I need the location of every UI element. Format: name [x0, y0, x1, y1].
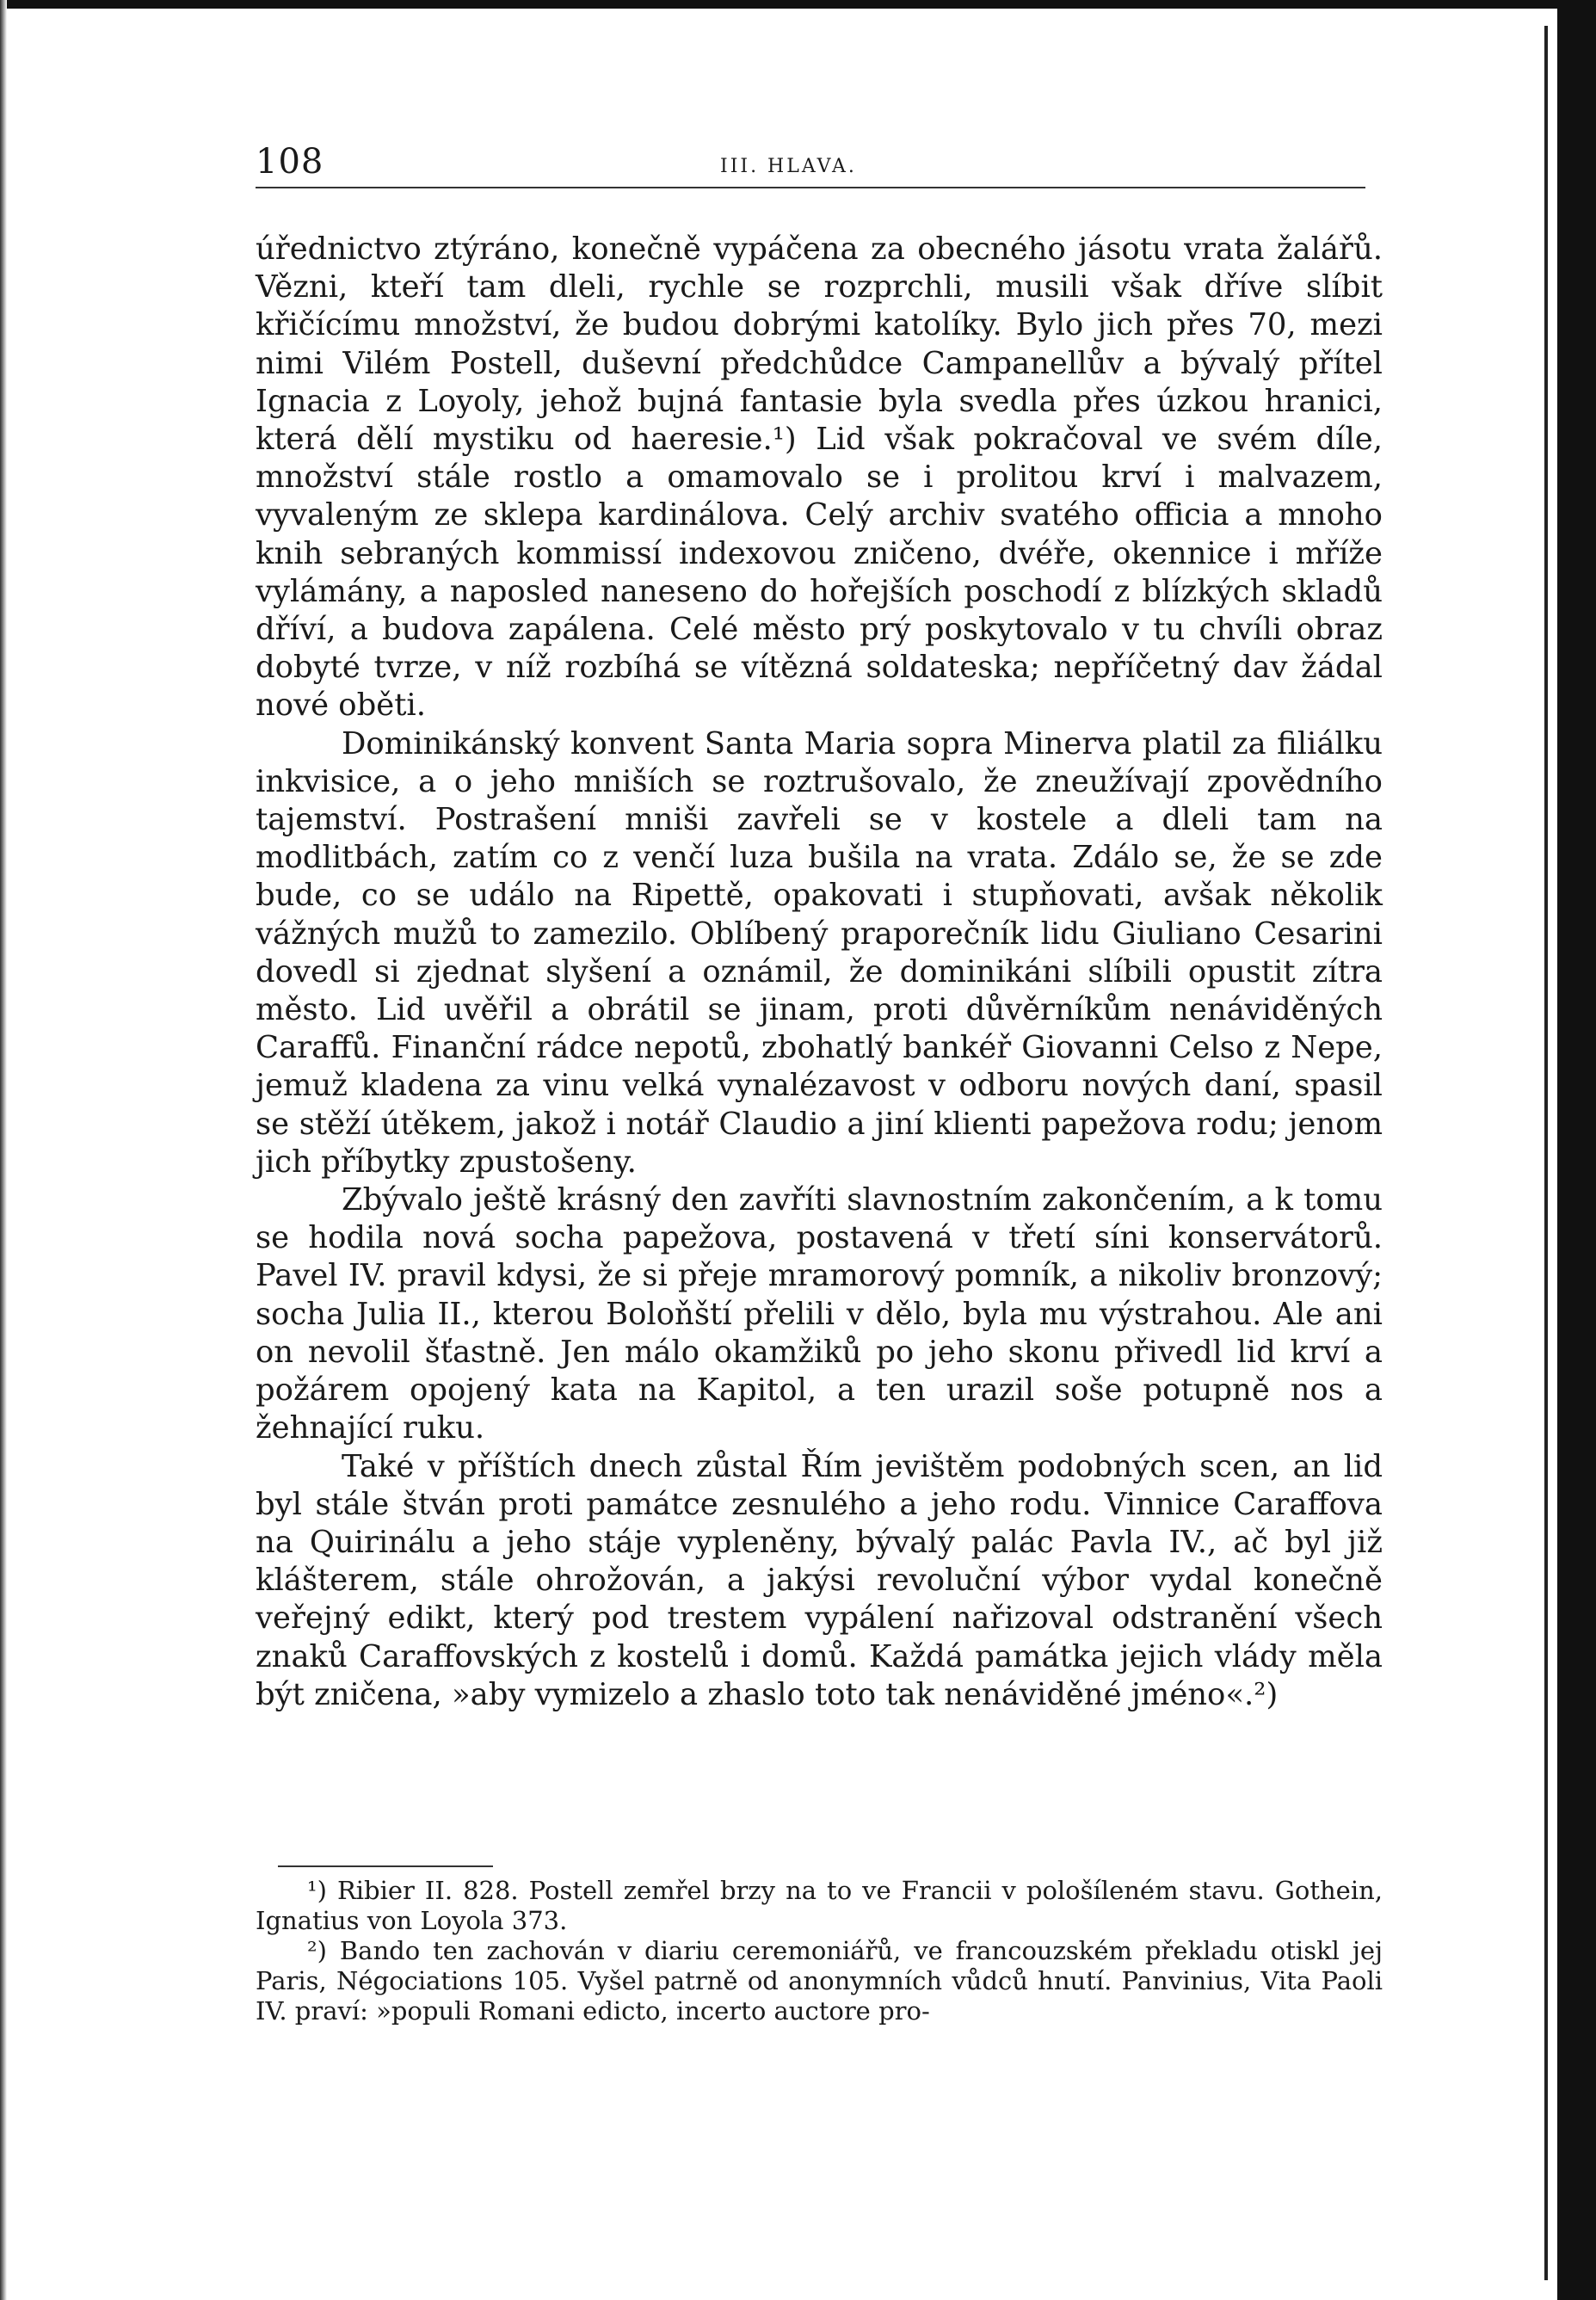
footnote-1: ¹) Ribier II. 828. Postell zemřel brzy na to ve Francii v pološíleném stavu. Gothein, Ignatius von Loyola 373. [256, 1876, 1383, 1935]
page-header [256, 142, 1365, 188]
paragraph-1: úřednictvo ztýráno, konečně vypáčena za obecného jásotu vrata žalářů. Vězni, kteří tam dleli, rychle se rozprchli, musili však dříve slíbit křičícímu množství, že budou dobrými katolíky. Bylo jich přes 70, mezi nimi Vilém Postell, duševní předchůdce Campanellův a bývalý přítel Ignacia z Loyoly, jehož bujná fantasie byla svedla přes úzkou hranici, která dělí mystiku od haeresie.¹) Lid však pokračoval ve svém díle, množství stále rostlo a omamovalo se i prolitou krví i malvazem, vyvaleným ze sklepa kardinálova. Celý archiv svatého officia a mnoho knih sebraných kommissí indexovou zničeno, dvéře, okennice i mříže vylámány, a naposled naneseno do hořejších poschodí z blízkých skladů dříví, a budova zapálena. Celé město prý poskytovalo v tu chvíli obraz dobyté tvrze, v níž rozbíhá se vítězná soldateska; nepříčetný dav žádal nové oběti. [256, 231, 1383, 724]
scan-border-left [0, 0, 7, 2300]
scan-border-right [1557, 0, 1596, 2300]
page-edge-line [1544, 26, 1548, 2280]
footnote-2: ²) Bando ten zachován v diariu ceremoniářů, ve francouzském překladu otiskl jej Paris, Négociations 105. Vyšel patrně od anonymních vůdců hnutí. Panvinius, Vita Paoli IV. praví: »populi Romani edicto, incerto auctore pro- [256, 1936, 1383, 2026]
running-head: III. HLAVA. [720, 156, 857, 177]
paragraph-3: Zbývalo ještě krásný den zavříti slavnostním zakončením, a k tomu se hodila nová socha papežova, postavená v třetí síni konservátorů. Pavel IV. pravil kdysi, že si přeje mramorový pomník, a nikoliv bronzový; socha Julia II., kterou Boloňští přelili v dělo, byla mu výstrahou. Ale ani on nevolil šťastně. Jen málo okamžiků po jeho skonu přivedl lid krví a požárem opojený kata na Kapitol, a ten urazil soše potupně nos a žehnající ruku. [256, 1182, 1383, 1446]
footnote-separator [278, 1865, 493, 1867]
page-number: 108 [256, 142, 324, 182]
main-text [256, 231, 1383, 1714]
footnotes [256, 1876, 1383, 2026]
paragraph-2: Dominikánský konvent Santa Maria sopra Minerva platil za filiálku inkvisice, a o jeho mniších se roztrušovalo, že zneužívají zpovědního tajemství. Postrašení mniši zavřeli se v kostele a dleli tam na modlitbách, zatím co z venčí luza bušila na vrata. Zdálo se, že se zde bude, co se událo na Ripettě, opakovati i stupňovati, avšak několik vážných mužů to zamezilo. Oblíbený praporečník lidu Giuliano Cesarini dovedl si zjednat slyšení a oznámil, že dominikáni slíbili opustit zítra město. Lid uvěřil a obrátil se jinam, proti důvěrníkům nenáviděných Caraffů. Finanční rádce nepotů, zbohatlý bankéř Giovanni Celso z Nepe, jemuž kladena za vinu velká vynalézavost v odboru nových daní, spasil se stěží útěkem, jakož i notář Claudio a jiní klienti papežova rodu; jenom jich příbytky zpustošeny. [256, 725, 1383, 1180]
scan-border-top [0, 0, 1596, 9]
paragraph-4: Také v příštích dnech zůstal Řím jevištěm podobných scen, an lid byl stále štván proti památce zesnulého a jeho rodu. Vinnice Caraffova na Quirinálu a jeho stáje vypleněny, bývalý palác Pavla IV., ač byl již klášterem, stále ohrožován, a jakýsi revoluční výbor vydal konečně veřejný edikt, který pod trestem vypálení nařizoval odstranění všech znaků Caraffovských z kostelů i domů. Každá památka jejich vlády měla být zničena, »aby vymizelo a zhaslo toto tak nenáviděné jméno«.²) [256, 1448, 1383, 1712]
